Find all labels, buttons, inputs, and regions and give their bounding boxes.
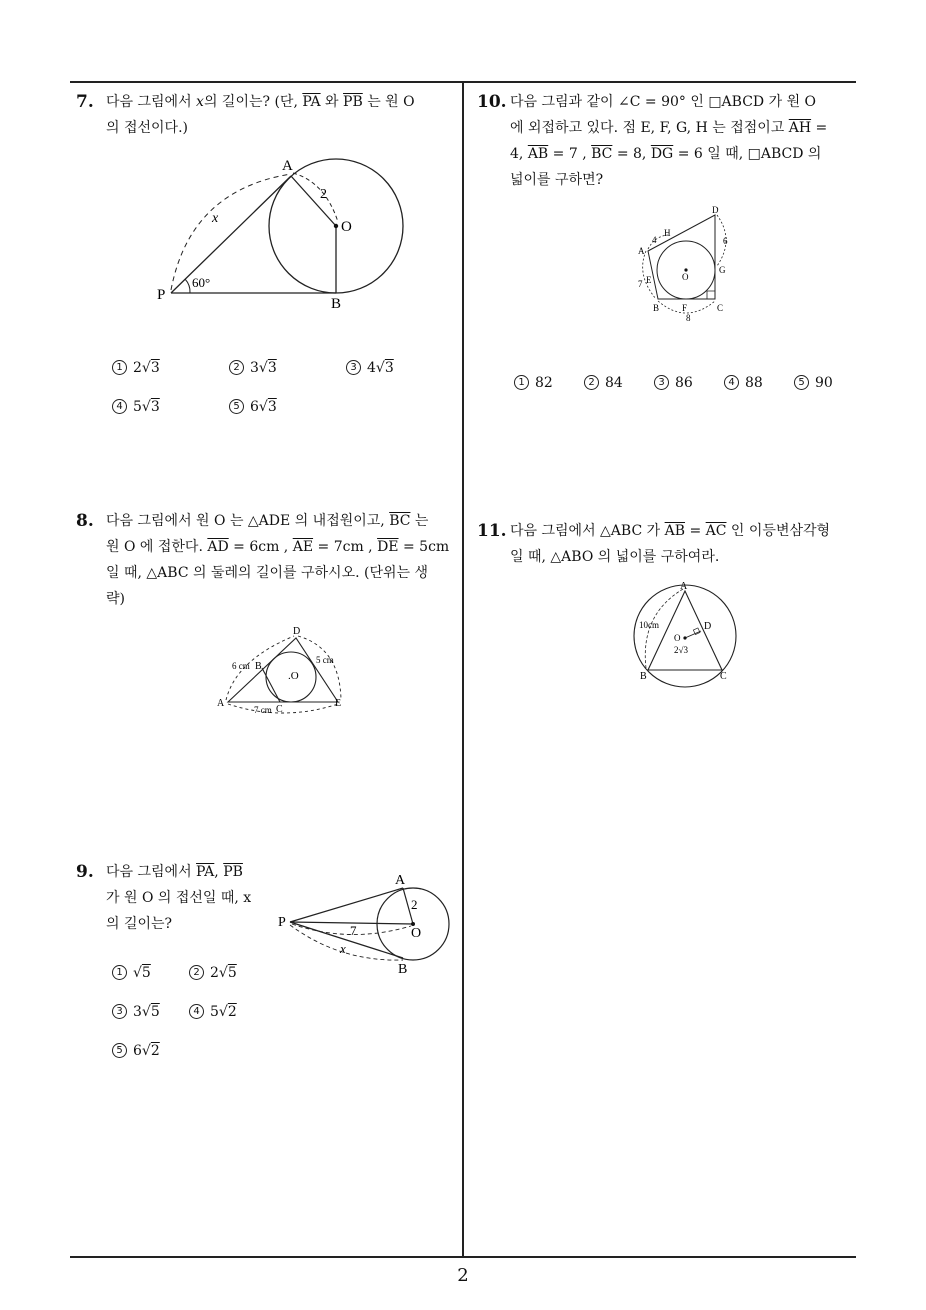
q7-label-o: O [341, 219, 352, 235]
q9-number: 9. [76, 862, 94, 882]
q9-choice-3[interactable]: 3 3√5 [112, 1004, 160, 1020]
q9-choice-5[interactable]: 5 6√2 [112, 1043, 160, 1059]
q11-text: 다음 그림에서 △ABC 가 $\overline{AB} = \overline{AC}$ 인 이등변삼각형 일 때, △ABO 의 넓이를 구하여라. [510, 523, 831, 565]
q9-choice-1[interactable]: 1 √5 [112, 965, 151, 981]
q7-choice-5[interactable]: 5 6√3 [229, 399, 277, 415]
q8-label-o: .O [288, 670, 299, 682]
q10-label-a: A [638, 246, 645, 256]
q10-choice-3[interactable]: 3 86 [654, 375, 693, 391]
q9-label-radius: 2 [411, 897, 418, 912]
q10-choice-2[interactable]: 2 84 [584, 375, 623, 391]
q7-choice-2[interactable]: 2 3√3 [229, 360, 277, 376]
q9-label-a: A [395, 873, 406, 888]
q11-label-b: B [640, 671, 647, 682]
q10-label-d: D [712, 205, 719, 215]
q8-label-a: A [217, 698, 225, 709]
q11-label-c: C [720, 671, 727, 682]
q8-label-c: C [276, 704, 283, 715]
q9-text: 다음 그림에서 $\overline{PA}$, $\overline{PB}$ 가 원 O 의 접선일 때, x 의 길이는? [106, 864, 252, 932]
q10-number: 10. [477, 92, 507, 112]
q10-label-ah: 4 [652, 235, 657, 245]
q10-label-o: O [682, 272, 689, 282]
q10-choice-4[interactable]: 4 88 [724, 375, 763, 391]
q7-choice-1[interactable]: 1 2√3 [112, 360, 160, 376]
q7-label-b: B [331, 296, 342, 312]
q11-number: 11. [477, 521, 507, 541]
q9-label-p: P [278, 915, 286, 930]
q7-label-radius: 2 [320, 187, 327, 202]
q10-label-f: F [682, 303, 688, 313]
q7-choice-3[interactable]: 3 4√3 [346, 360, 394, 376]
q8-number: 8. [76, 511, 94, 531]
q10-choice-1[interactable]: 1 82 [514, 375, 553, 391]
q10-label-b: B [653, 303, 660, 313]
q8-label-de: 5 cm [316, 655, 334, 665]
q7-label-x: x [212, 211, 219, 226]
q11-label-a: A [680, 581, 688, 592]
q11-label-o: O [674, 633, 681, 643]
q11-segment-od [685, 631, 701, 638]
q9-label-po: 7 [350, 923, 357, 938]
q10-label-dg: 6 [723, 236, 728, 246]
q9-choice-2[interactable]: 2 2√5 [189, 965, 237, 981]
q11-label-od: 2√3 [674, 645, 688, 655]
q8-label-ae: 7 cm [254, 705, 272, 715]
q7-label-a: A [282, 158, 293, 174]
q10-label-e: E [646, 275, 652, 285]
q10-label-h: H [664, 228, 671, 238]
q9-label-x: x [340, 941, 346, 956]
q10-label-ab: 7 [638, 279, 643, 289]
q10-label-bc: 8 [686, 313, 691, 323]
q11-center-dot [683, 636, 686, 639]
q7-number: 7. [76, 92, 94, 112]
q7-choice-4[interactable]: 4 5√3 [112, 399, 160, 415]
q7-label-angle: 60° [192, 275, 211, 290]
q10-text: 다음 그림과 같이 ∠C = 90° 인 □ABCD 가 원 O 에 외접하고 있다. 점 E, F, G, H 는 접점이고 $\overline{AH}$ = 4, $\overline{AB} = 7$ , $\overline{BC} = 8$, $\overline{DG} = 6$ 일 때, □ABCD 의 넓이를 구하면? [510, 94, 828, 188]
q7-label-p: P [157, 287, 166, 303]
q8-label-d: D [293, 626, 301, 637]
q9-label-b: B [398, 962, 408, 977]
q10-choice-5[interactable]: 5 90 [794, 375, 833, 391]
page-number: 2 [457, 1265, 469, 1286]
q11-label-d: D [704, 621, 712, 632]
q8-label-ad: 6 cm [232, 661, 250, 671]
q9-label-o: O [411, 926, 422, 941]
q7-text: 다음 그림에서 x의 길이는? (단, $\overline{PA}$ 와 $\overline{PB}$ 는 원 O 의 접선이다.) [106, 94, 415, 136]
q8-label-b: B [255, 661, 262, 672]
q9-choice-4[interactable]: 4 5√2 [189, 1004, 237, 1020]
q11-label-ab: 10cm [639, 620, 659, 630]
q8-label-e: E [335, 698, 342, 709]
q10-label-g: G [719, 265, 726, 275]
q8-text: 다음 그림에서 원 O 는 △ADE 의 내접원이고, $\overline{BC}$ 는 원 O 에 접한다. $\overline{AD} = 6cm$ , $\overline{AE} = 7cm$ , $\overline{DE} = 5cm$ 일 때, △ABC 의 둘레의 길이를 구하시오. (단위는 생 략) [106, 513, 450, 607]
q10-label-c: C [717, 303, 724, 313]
